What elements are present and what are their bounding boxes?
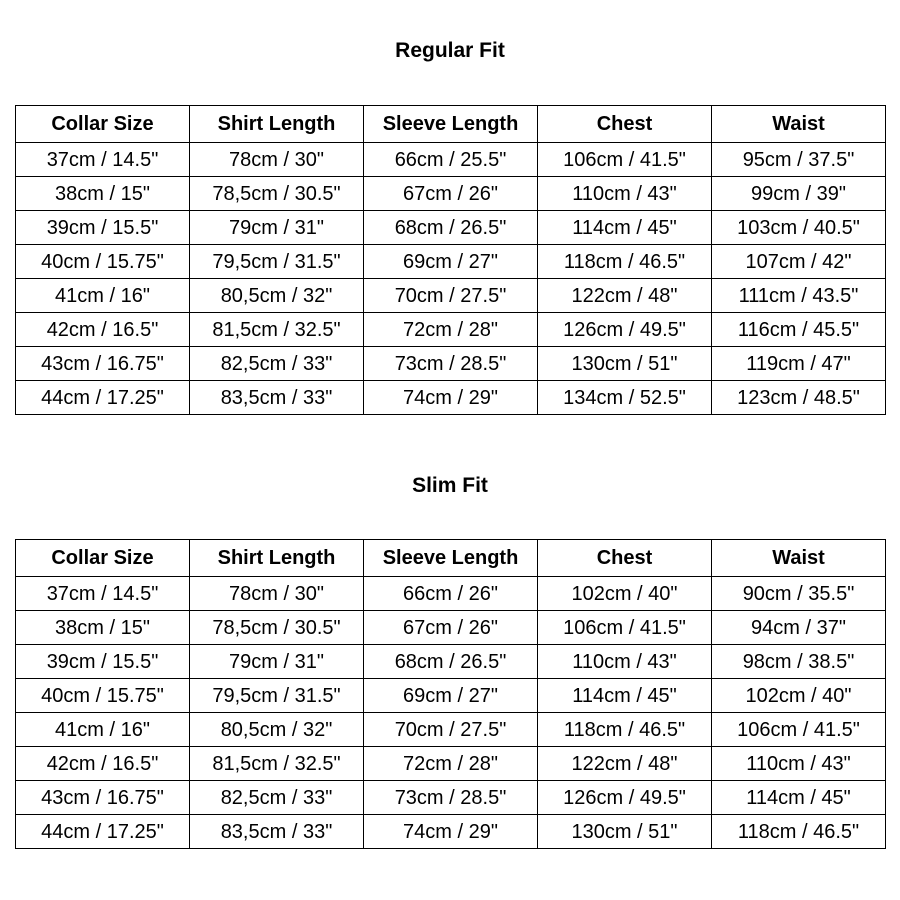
table-row [16,211,886,245]
table-row [16,679,886,713]
cell-collar-size: 41cm / 16" [16,279,190,313]
regular-fit-title: Regular Fit [395,39,505,62]
column-header-collar-size: Collar Size [16,540,190,577]
cell-shirt-length: 79,5cm / 31.5" [190,245,364,279]
cell-chest: 122cm / 48" [538,279,712,313]
cell-collar-size: 40cm / 15.75" [16,245,190,279]
cell-collar-size: 43cm / 16.75" [16,347,190,381]
table-row [16,577,886,611]
cell-waist: 118cm / 46.5" [712,815,886,849]
cell-sleeve-length: 66cm / 26" [364,577,538,611]
cell-collar-size: 44cm / 17.25" [16,815,190,849]
regular-fit-size-table [15,105,886,415]
cell-shirt-length: 79cm / 31" [190,645,364,679]
cell-chest: 114cm / 45" [538,211,712,245]
cell-sleeve-length: 66cm / 25.5" [364,143,538,177]
table-row [16,347,886,381]
cell-shirt-length: 82,5cm / 33" [190,781,364,815]
cell-waist: 111cm / 43.5" [712,279,886,313]
cell-chest: 134cm / 52.5" [538,381,712,415]
cell-shirt-length: 80,5cm / 32" [190,279,364,313]
cell-collar-size: 37cm / 14.5" [16,143,190,177]
column-header-chest: Chest [538,106,712,143]
cell-waist: 116cm / 45.5" [712,313,886,347]
table-row [16,781,886,815]
table-row [16,381,886,415]
table-row [16,611,886,645]
column-header-shirt-length: Shirt Length [190,540,364,577]
cell-shirt-length: 80,5cm / 32" [190,713,364,747]
cell-waist: 106cm / 41.5" [712,713,886,747]
cell-shirt-length: 79cm / 31" [190,211,364,245]
cell-sleeve-length: 74cm / 29" [364,381,538,415]
cell-shirt-length: 78cm / 30" [190,143,364,177]
cell-waist: 123cm / 48.5" [712,381,886,415]
cell-chest: 118cm / 46.5" [538,245,712,279]
cell-collar-size: 42cm / 16.5" [16,747,190,781]
cell-sleeve-length: 67cm / 26" [364,611,538,645]
cell-collar-size: 38cm / 15" [16,611,190,645]
cell-collar-size: 42cm / 16.5" [16,313,190,347]
table-row [16,177,886,211]
cell-collar-size: 44cm / 17.25" [16,381,190,415]
cell-waist: 98cm / 38.5" [712,645,886,679]
table-row [16,747,886,781]
table-body [16,577,886,849]
cell-chest: 126cm / 49.5" [538,313,712,347]
cell-sleeve-length: 69cm / 27" [364,245,538,279]
column-header-collar-size: Collar Size [16,106,190,143]
column-header-shirt-length: Shirt Length [190,106,364,143]
table-body [16,143,886,415]
cell-shirt-length: 78,5cm / 30.5" [190,611,364,645]
cell-waist: 95cm / 37.5" [712,143,886,177]
cell-waist: 90cm / 35.5" [712,577,886,611]
column-header-waist: Waist [712,540,886,577]
cell-waist: 114cm / 45" [712,781,886,815]
header-row [16,540,886,577]
cell-shirt-length: 82,5cm / 33" [190,347,364,381]
cell-chest: 122cm / 48" [538,747,712,781]
table-row [16,245,886,279]
cell-shirt-length: 83,5cm / 33" [190,381,364,415]
cell-shirt-length: 81,5cm / 32.5" [190,313,364,347]
cell-waist: 103cm / 40.5" [712,211,886,245]
cell-collar-size: 40cm / 15.75" [16,679,190,713]
cell-sleeve-length: 69cm / 27" [364,679,538,713]
cell-waist: 119cm / 47" [712,347,886,381]
cell-collar-size: 38cm / 15" [16,177,190,211]
cell-chest: 110cm / 43" [538,177,712,211]
table-row [16,143,886,177]
column-header-sleeve-length: Sleeve Length [364,540,538,577]
cell-collar-size: 41cm / 16" [16,713,190,747]
cell-waist: 99cm / 39" [712,177,886,211]
cell-waist: 94cm / 37" [712,611,886,645]
cell-collar-size: 39cm / 15.5" [16,211,190,245]
cell-shirt-length: 79,5cm / 31.5" [190,679,364,713]
cell-chest: 118cm / 46.5" [538,713,712,747]
cell-waist: 102cm / 40" [712,679,886,713]
cell-collar-size: 39cm / 15.5" [16,645,190,679]
cell-chest: 110cm / 43" [538,645,712,679]
cell-sleeve-length: 68cm / 26.5" [364,645,538,679]
table-row [16,279,886,313]
cell-sleeve-length: 70cm / 27.5" [364,279,538,313]
slim-fit-title: Slim Fit [412,474,488,497]
cell-shirt-length: 83,5cm / 33" [190,815,364,849]
cell-shirt-length: 78cm / 30" [190,577,364,611]
table-header [16,106,886,143]
cell-sleeve-length: 67cm / 26" [364,177,538,211]
cell-chest: 106cm / 41.5" [538,611,712,645]
cell-sleeve-length: 68cm / 26.5" [364,211,538,245]
slim-fit-size-table [15,539,886,849]
cell-sleeve-length: 74cm / 29" [364,815,538,849]
cell-waist: 110cm / 43" [712,747,886,781]
cell-sleeve-length: 72cm / 28" [364,313,538,347]
cell-sleeve-length: 73cm / 28.5" [364,781,538,815]
cell-chest: 130cm / 51" [538,815,712,849]
cell-collar-size: 37cm / 14.5" [16,577,190,611]
cell-chest: 106cm / 41.5" [538,143,712,177]
header-row [16,106,886,143]
table-row [16,645,886,679]
table-row [16,313,886,347]
cell-shirt-length: 81,5cm / 32.5" [190,747,364,781]
cell-chest: 114cm / 45" [538,679,712,713]
table-header [16,540,886,577]
cell-sleeve-length: 72cm / 28" [364,747,538,781]
cell-collar-size: 43cm / 16.75" [16,781,190,815]
table-row [16,815,886,849]
column-header-sleeve-length: Sleeve Length [364,106,538,143]
cell-sleeve-length: 70cm / 27.5" [364,713,538,747]
cell-sleeve-length: 73cm / 28.5" [364,347,538,381]
cell-chest: 130cm / 51" [538,347,712,381]
cell-chest: 126cm / 49.5" [538,781,712,815]
column-header-waist: Waist [712,106,886,143]
cell-shirt-length: 78,5cm / 30.5" [190,177,364,211]
cell-waist: 107cm / 42" [712,245,886,279]
column-header-chest: Chest [538,540,712,577]
table-row [16,713,886,747]
cell-chest: 102cm / 40" [538,577,712,611]
